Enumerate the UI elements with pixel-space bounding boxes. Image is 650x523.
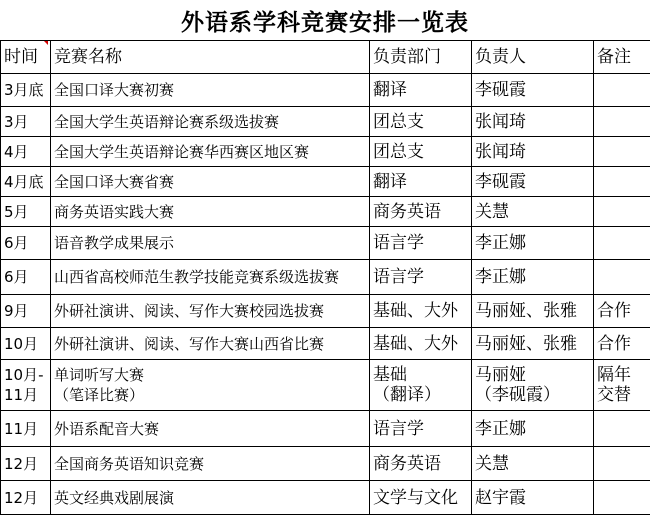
- cell-person[interactable]: 张闻琦: [472, 137, 594, 167]
- cell-time[interactable]: 6月: [1, 260, 51, 295]
- cell-note[interactable]: 合作: [594, 295, 650, 328]
- cell-time[interactable]: 5月: [1, 197, 51, 227]
- cell-dept[interactable]: 文学与文化: [370, 481, 472, 515]
- cell-dept[interactable]: 翻译: [370, 74, 472, 107]
- cell-person[interactable]: 李砚霞: [472, 74, 594, 107]
- cell-person[interactable]: [472, 360, 594, 411]
- competition-table: [0, 40, 650, 515]
- cell-dept[interactable]: [370, 360, 472, 411]
- cell-dept[interactable]: 商务英语: [370, 197, 472, 227]
- cell-time[interactable]: 4月: [1, 137, 51, 167]
- cell-note[interactable]: [594, 481, 650, 515]
- cell-name[interactable]: 外研社演讲、阅读、写作大赛山西省比赛: [51, 328, 370, 360]
- cell-person[interactable]: 李正娜: [472, 411, 594, 447]
- cell-dept[interactable]: 语言学: [370, 260, 472, 295]
- cell-time-line2: 11月: [4, 386, 39, 404]
- cell-name[interactable]: 商务英语实践大赛: [51, 197, 370, 227]
- cell-person[interactable]: 李正娜: [472, 260, 594, 295]
- cell-note[interactable]: [594, 360, 650, 411]
- cell-name[interactable]: 全国口译大赛省赛: [51, 167, 370, 197]
- cell-note-line2: 交替: [597, 385, 631, 405]
- cell-time[interactable]: 12月: [1, 481, 51, 515]
- cell-name[interactable]: 山西省高校师范生教学技能竞赛系级选拔赛: [51, 260, 370, 295]
- header-person: 负责人: [472, 41, 594, 74]
- header-name: 竞赛名称: [51, 41, 370, 74]
- table-row: [1, 295, 650, 328]
- table-row: [1, 167, 650, 197]
- cell-person[interactable]: 李砚霞: [472, 167, 594, 197]
- cell-time[interactable]: 3月: [1, 107, 51, 137]
- cell-name[interactable]: 语音教学成果展示: [51, 227, 370, 260]
- cell-name[interactable]: 全国大学生英语辩论赛系级选拔赛: [51, 107, 370, 137]
- cell-time[interactable]: 6月: [1, 227, 51, 260]
- cell-note[interactable]: [594, 167, 650, 197]
- table-header-row: [1, 41, 650, 74]
- cell-name-line1: 单词听写大赛: [54, 366, 145, 384]
- cell-note[interactable]: [594, 197, 650, 227]
- cell-note[interactable]: [594, 137, 650, 167]
- cell-name[interactable]: 全国口译大赛初赛: [51, 74, 370, 107]
- cell-dept[interactable]: 语言学: [370, 411, 472, 447]
- cell-note[interactable]: [594, 74, 650, 107]
- table-row: [1, 137, 650, 167]
- cell-name[interactable]: 外语系配音大赛: [51, 411, 370, 447]
- cell-dept[interactable]: 团总支: [370, 137, 472, 167]
- cell-person[interactable]: 马丽娅、张雅: [472, 328, 594, 360]
- cell-note[interactable]: [594, 227, 650, 260]
- cell-name[interactable]: 全国商务英语知识竞赛: [51, 447, 370, 481]
- cell-person[interactable]: 赵宇霞: [472, 481, 594, 515]
- cell-name-line2: （笔译比赛）: [54, 386, 145, 404]
- table-row: [1, 260, 650, 295]
- cell-note[interactable]: [594, 260, 650, 295]
- cell-time[interactable]: 3月底: [1, 74, 51, 107]
- cell-time[interactable]: 9月: [1, 295, 51, 328]
- header-dept: 负责部门: [370, 41, 472, 74]
- cell-dept-line1: 基础: [373, 365, 407, 385]
- table-row: [1, 197, 650, 227]
- cell-person[interactable]: 关慧: [472, 447, 594, 481]
- table-row: [1, 481, 650, 515]
- cell-person-line1: 马丽娅: [475, 365, 526, 385]
- cell-name[interactable]: [51, 360, 370, 411]
- cell-person[interactable]: 张闻琦: [472, 107, 594, 137]
- cell-time[interactable]: 4月底: [1, 167, 51, 197]
- cell-note-line1: 隔年: [597, 365, 631, 385]
- table-row: [1, 411, 650, 447]
- cell-time[interactable]: 12月: [1, 447, 51, 481]
- cell-dept[interactable]: 基础、大外: [370, 295, 472, 328]
- cell-dept[interactable]: 团总支: [370, 107, 472, 137]
- cell-person[interactable]: 李正娜: [472, 227, 594, 260]
- cell-person[interactable]: 马丽娅、张雅: [472, 295, 594, 328]
- page-title: 外语系学科竞赛安排一览表: [181, 9, 469, 36]
- cell-name[interactable]: 英文经典戏剧展演: [51, 481, 370, 515]
- table-row: [1, 360, 650, 411]
- table-row: [1, 227, 650, 260]
- cell-note[interactable]: [594, 107, 650, 137]
- cell-name[interactable]: 外研社演讲、阅读、写作大赛校园选拔赛: [51, 295, 370, 328]
- header-time: 时间: [1, 41, 51, 74]
- cell-note[interactable]: [594, 411, 650, 447]
- table-row: [1, 74, 650, 107]
- cell-time[interactable]: 11月: [1, 411, 51, 447]
- table-row: [1, 447, 650, 481]
- cell-note[interactable]: [594, 447, 650, 481]
- cell-dept[interactable]: 语言学: [370, 227, 472, 260]
- cell-dept-line2: （翻译）: [373, 385, 441, 405]
- table-row: [1, 107, 650, 137]
- header-note: 备注: [594, 41, 650, 74]
- cell-time[interactable]: [1, 360, 51, 411]
- cell-note[interactable]: 合作: [594, 328, 650, 360]
- cell-dept[interactable]: 基础、大外: [370, 328, 472, 360]
- cell-dept[interactable]: 翻译: [370, 167, 472, 197]
- cell-person[interactable]: 关慧: [472, 197, 594, 227]
- cell-person-line2: （李砚霞）: [475, 385, 560, 405]
- cell-name[interactable]: 全国大学生英语辩论赛华西赛区地区赛: [51, 137, 370, 167]
- cell-time[interactable]: 10月: [1, 328, 51, 360]
- cell-time-line1: 10月-: [4, 366, 44, 384]
- cell-dept[interactable]: 商务英语: [370, 447, 472, 481]
- table-row: [1, 328, 650, 360]
